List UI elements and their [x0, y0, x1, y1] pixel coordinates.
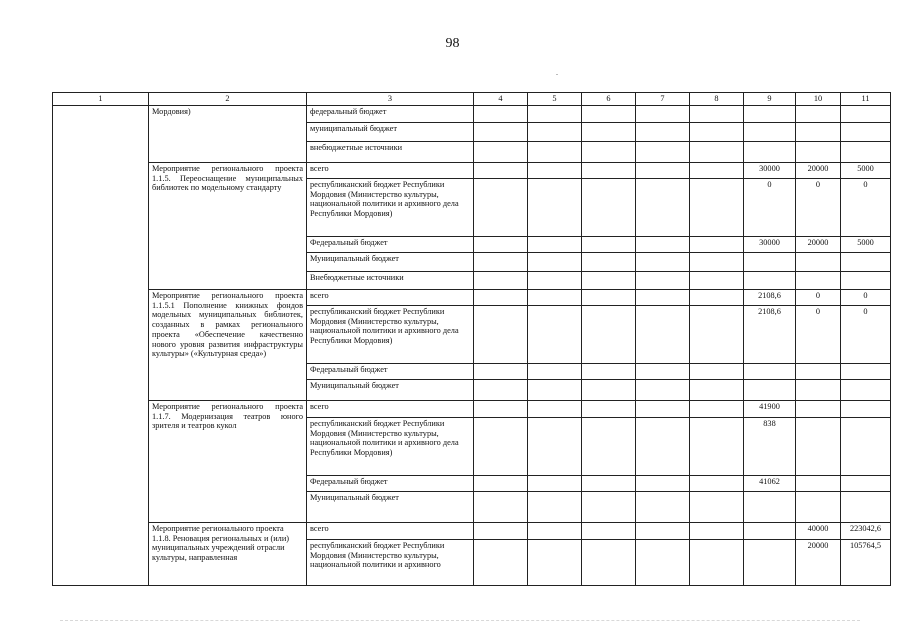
funding-source-cell: Федеральный бюджет: [307, 475, 474, 491]
value-cell: [841, 417, 891, 475]
funding-source-cell: республиканский бюджет Республики Мордовия (Министерство культуры, национальной политики и архивного дела Республики Мордовия): [307, 178, 474, 236]
value-cell: 838: [744, 417, 796, 475]
value-cell: 20000: [796, 236, 841, 252]
value-cell: 0: [796, 305, 841, 363]
value-cell: [796, 252, 841, 271]
page-number: 98: [445, 36, 460, 51]
table-row: [53, 289, 891, 305]
value-cell: [796, 400, 841, 417]
event-name-cell: Мероприятие регионального проекта 1.1.5.1 Пополнение книжных фондов модельных муниципальных библиотек, созданных в рамках регионального проекта «Обеспечение качественно нового уровня развития инфраструктуры культуры» («Культурная среда»): [149, 289, 307, 400]
value-cell: 30000: [744, 236, 796, 252]
funding-source-cell: всего: [307, 289, 474, 305]
value-cell: 20000: [796, 539, 841, 585]
value-cell: 30000: [744, 162, 796, 178]
funding-source-cell: всего: [307, 400, 474, 417]
value-cell: 2108,6: [744, 289, 796, 305]
value-cell: [796, 363, 841, 379]
value-cell: [841, 105, 891, 122]
value-cell: [744, 252, 796, 271]
value-cell: [744, 522, 796, 539]
value-cell: 0: [796, 289, 841, 305]
column-number-row: [53, 93, 891, 106]
column-number-cell: 1: [53, 93, 149, 106]
column-number-cell: 9: [744, 93, 796, 106]
value-cell: [841, 475, 891, 491]
value-cell: [796, 417, 841, 475]
value-cell: [841, 400, 891, 417]
value-cell: [841, 141, 891, 162]
value-cell: [841, 379, 891, 400]
value-cell: [796, 475, 841, 491]
funding-source-cell: внебюджетные источники: [307, 141, 474, 162]
funding-source-cell: Муниципальный бюджет: [307, 379, 474, 400]
funding-source-cell: Федеральный бюджет: [307, 363, 474, 379]
funding-source-cell: всего: [307, 162, 474, 178]
value-cell: 0: [841, 305, 891, 363]
table-row: [53, 162, 891, 178]
value-cell: [796, 122, 841, 141]
funding-source-cell: республиканский бюджет Республики Мордовия (Министерство культуры, национальной политики и архивного: [307, 539, 474, 585]
value-cell: [744, 105, 796, 122]
value-cell: 223042,6: [841, 522, 891, 539]
column-number-cell: 10: [796, 93, 841, 106]
value-cell: 0: [744, 178, 796, 236]
column-number-cell: 8: [690, 93, 744, 106]
value-cell: [841, 122, 891, 141]
value-cell: [744, 141, 796, 162]
value-cell: 5000: [841, 162, 891, 178]
value-cell: 0: [841, 289, 891, 305]
value-cell: [744, 491, 796, 522]
column-number-cell: 4: [474, 93, 528, 106]
event-name-cell: Мероприятие регионального проекта 1.1.7. Модернизация театров юного зрителя и театров кукол: [149, 400, 307, 522]
value-cell: 40000: [796, 522, 841, 539]
column-1-merged-cell: [53, 105, 149, 585]
table-row: [53, 522, 891, 539]
value-cell: [796, 271, 841, 289]
funding-source-cell: Внебюджетные источники: [307, 271, 474, 289]
value-cell: [796, 105, 841, 122]
event-name-cell: Мероприятие регионального проекта 1.1.5. Переоснащение муниципальных библиотек по модельному стандарту: [149, 162, 307, 289]
value-cell: [744, 379, 796, 400]
value-cell: [744, 363, 796, 379]
value-cell: 41062: [744, 475, 796, 491]
column-number-cell: 6: [582, 93, 636, 106]
funding-source-cell: федеральный бюджет: [307, 105, 474, 122]
value-cell: 105764,5: [841, 539, 891, 585]
column-number-cell: 2: [149, 93, 307, 106]
bottom-scan-line: [60, 620, 860, 622]
column-number-cell: 7: [636, 93, 690, 106]
column-number-cell: 11: [841, 93, 891, 106]
value-cell: [841, 252, 891, 271]
scan-speck: [556, 74, 558, 75]
value-cell: [744, 539, 796, 585]
value-cell: [841, 271, 891, 289]
value-cell: [796, 141, 841, 162]
value-cell: 20000: [796, 162, 841, 178]
value-cell: 0: [841, 178, 891, 236]
value-cell: 0: [796, 178, 841, 236]
value-cell: 2108,6: [744, 305, 796, 363]
value-cell: [796, 379, 841, 400]
value-cell: 41900: [744, 400, 796, 417]
event-name-cell: Мероприятие регионального проекта 1.1.8. Реновация региональных и (или) муниципальных учреждений отрасли культуры, направленная: [149, 522, 307, 585]
funding-source-cell: республиканский бюджет Республики Мордовия (Министерство культуры, национальной политики и архивного дела Республики Мордовия): [307, 305, 474, 363]
funding-source-cell: Федеральный бюджет: [307, 236, 474, 252]
event-name-cell: Мордовия): [149, 105, 307, 162]
budget-table: [52, 92, 891, 586]
column-number-cell: 3: [307, 93, 474, 106]
value-cell: [744, 271, 796, 289]
funding-source-cell: Муниципальный бюджет: [307, 252, 474, 271]
value-cell: [796, 491, 841, 522]
value-cell: [841, 491, 891, 522]
funding-source-cell: всего: [307, 522, 474, 539]
funding-source-cell: муниципальный бюджет: [307, 122, 474, 141]
table-row: [53, 400, 891, 417]
value-cell: 5000: [841, 236, 891, 252]
value-cell: [744, 122, 796, 141]
table-row: [53, 105, 891, 122]
value-cell: [841, 363, 891, 379]
funding-source-cell: республиканский бюджет Республики Мордовия (Министерство культуры, национальной политики и архивного дела Республики Мордовия): [307, 417, 474, 475]
funding-source-cell: Муниципальный бюджет: [307, 491, 474, 522]
column-number-cell: 5: [528, 93, 582, 106]
